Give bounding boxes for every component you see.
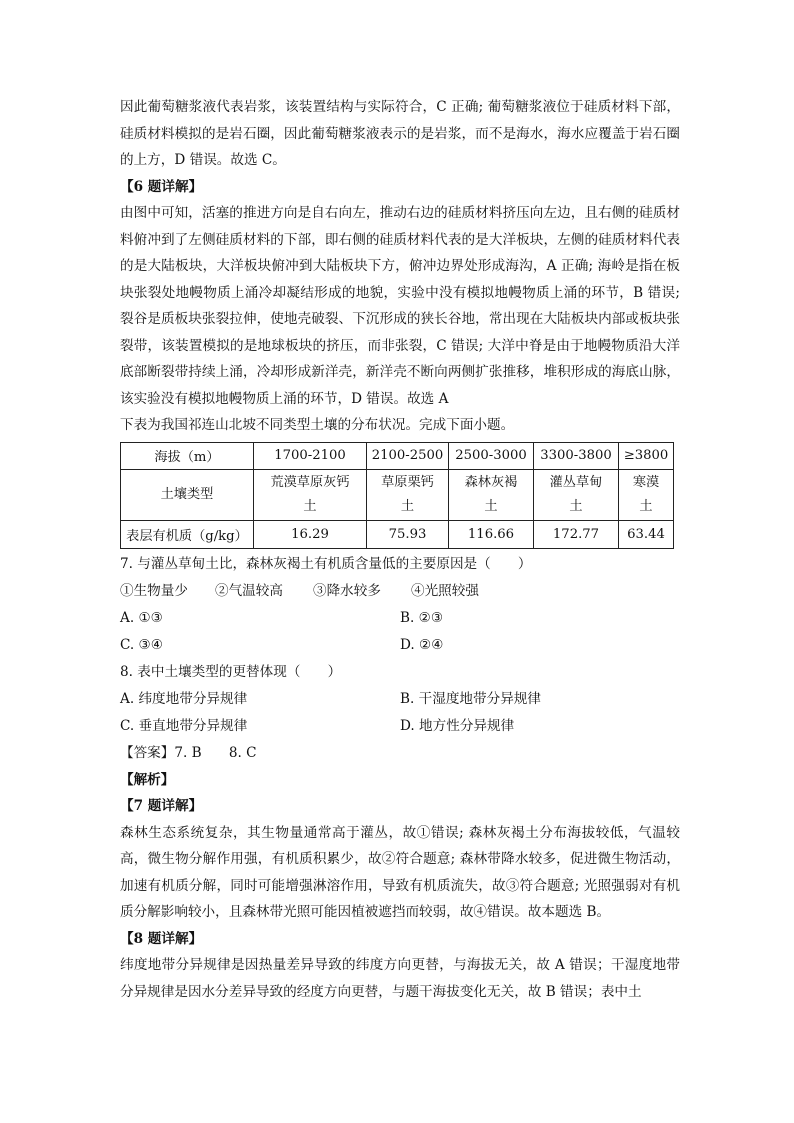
analysis-heading: 【解析】 xyxy=(120,771,175,788)
soil-table xyxy=(120,442,674,549)
option-b: B. ②③ xyxy=(400,609,444,626)
factor-item: ④光照较强 xyxy=(411,582,479,599)
q7-heading: 【7 题详解】 xyxy=(120,798,203,814)
row-label-altitude: 海拔（m） xyxy=(121,442,254,469)
q8-options-row xyxy=(120,713,680,740)
row-label-organic: 表层有机质（g/kg） xyxy=(121,520,254,548)
q7-options-row xyxy=(120,605,680,632)
q6-paragraph: 由图中可知，活塞的推进方向是自右向左，推动右边的硅质材料挤压向左边，且右侧的硅质材料俯冲到了左侧硅质材料的下部，即右侧的硅质材料代表的是大洋板块，左侧的硅质材料代表的是大陆板块，大洋板块俯冲到大陆板块下方，俯冲边界处形成海沟，A 正确; 海岭是指在板块张裂处地幔物质上涌冷却凝结形成的地貌，实验中没有模拟地幔物质上涌的环节，B 错误; 裂谷是质板块张裂拉伸，使地壳破裂、下沉形成的狭长谷地，常出现在大陆板块内部或板块张裂带，该装置模拟的是地球板块的挤压，而非张裂，C 错误; 大洋中脊是由于地幔物质沿大洋底部断裂带持续上涌，冷却形成新洋壳，新洋壳不断向两侧扩张推移，堆积形成的海底山脉，该实验没有模拟地幔物质上涌的环节，D 错误。故选 A xyxy=(120,205,680,407)
q8-stem: 8. 表中土壤类型的更替体现（ ） xyxy=(120,663,342,680)
q8-paragraph: 纬度地带分异规律是因热量差异导致的纬度方向更替，与海拔无关，故 A 错误；干湿度地带分异规律是因水分差异导致的经度方向更替，与题干海拔变化无关，故 B 错误；表中土 xyxy=(120,957,680,1000)
option-d: D. 地方性分异规律 xyxy=(400,717,515,734)
option-b: B. 干湿度地带分异规律 xyxy=(400,690,541,707)
table-row xyxy=(121,520,674,548)
answer-line: 【答案】7. B 8. C xyxy=(120,744,257,761)
top-paragraph: 因此葡萄糖浆液代表岩浆，该装置结构与实际符合，C 正确; 葡萄糖浆液位于硅质材料下部，硅质材料模拟的是岩石圈，因此葡萄糖浆液表示的是岩浆，而不是海水，海水应覆盖于岩石圈的上方，D 错误。故选 C。 xyxy=(120,99,680,168)
factor-item: ②气温较高 xyxy=(215,582,283,599)
organic-cell: 75.93 xyxy=(367,520,449,548)
organic-cell: 16.29 xyxy=(254,520,367,548)
option-a: A. 纬度地带分异规律 xyxy=(120,690,248,707)
q7-paragraph: 森林生态系统复杂，其生物量通常高于灌丛，故①错误; 森林灰褐土分布海拔较低，气温较高，微生物分解作用强，有机质积累少，故②符合题意; 森林带降水较多，促进微生物活动，加速有机质分解，同时可能增强淋溶作用，导致有机质流失，故③符合题意; 光照强弱对有机质分解影响较小，且森林带光照可能因植被遮挡而较弱，故④错误。故本题选 B。 xyxy=(120,824,680,920)
altitude-cell: 1700-2100 xyxy=(254,442,367,469)
organic-cell: 172.77 xyxy=(534,520,619,548)
table-intro: 下表为我国祁连山北坡不同类型土壤的分布状况。完成下面小题。 xyxy=(120,417,515,433)
organic-cell: 63.44 xyxy=(619,520,674,548)
q6-heading: 【6 题详解】 xyxy=(120,178,203,195)
factor-item: ③降水较多 xyxy=(313,582,381,599)
factor-item: ①生物量少 xyxy=(120,582,188,599)
table-row xyxy=(121,469,674,520)
organic-cell: 116.66 xyxy=(449,520,534,548)
q7-options-row xyxy=(120,632,680,659)
soil-type-cell: 草原栗钙 土 xyxy=(367,469,449,520)
altitude-cell: 2100-2500 xyxy=(367,442,449,469)
soil-type-cell: 寒漠 土 xyxy=(619,469,674,520)
q7-stem: 7. 与灌丛草甸土比，森林灰褐土有机质含量低的主要原因是（ ） xyxy=(120,555,532,572)
q7-factors xyxy=(120,578,680,605)
q8-heading: 【8 题详解】 xyxy=(120,930,203,947)
option-c: C. ③④ xyxy=(120,636,163,653)
option-a: A. ①③ xyxy=(120,609,163,626)
option-d: D. ②④ xyxy=(400,636,444,653)
altitude-cell: 2500-3000 xyxy=(449,442,534,469)
q8-options-row xyxy=(120,686,680,713)
row-label-soil-type: 土壤类型 xyxy=(121,469,254,520)
table-row xyxy=(121,442,674,469)
document-page xyxy=(120,94,680,1005)
option-c: C. 垂直地带分异规律 xyxy=(120,717,248,734)
soil-type-cell: 灌丛草甸 土 xyxy=(534,469,619,520)
altitude-cell: ≥3800 xyxy=(619,442,674,469)
altitude-cell: 3300-3800 xyxy=(534,442,619,469)
soil-type-cell: 荒漠草原灰钙 土 xyxy=(254,469,367,520)
soil-type-cell: 森林灰褐 土 xyxy=(449,469,534,520)
